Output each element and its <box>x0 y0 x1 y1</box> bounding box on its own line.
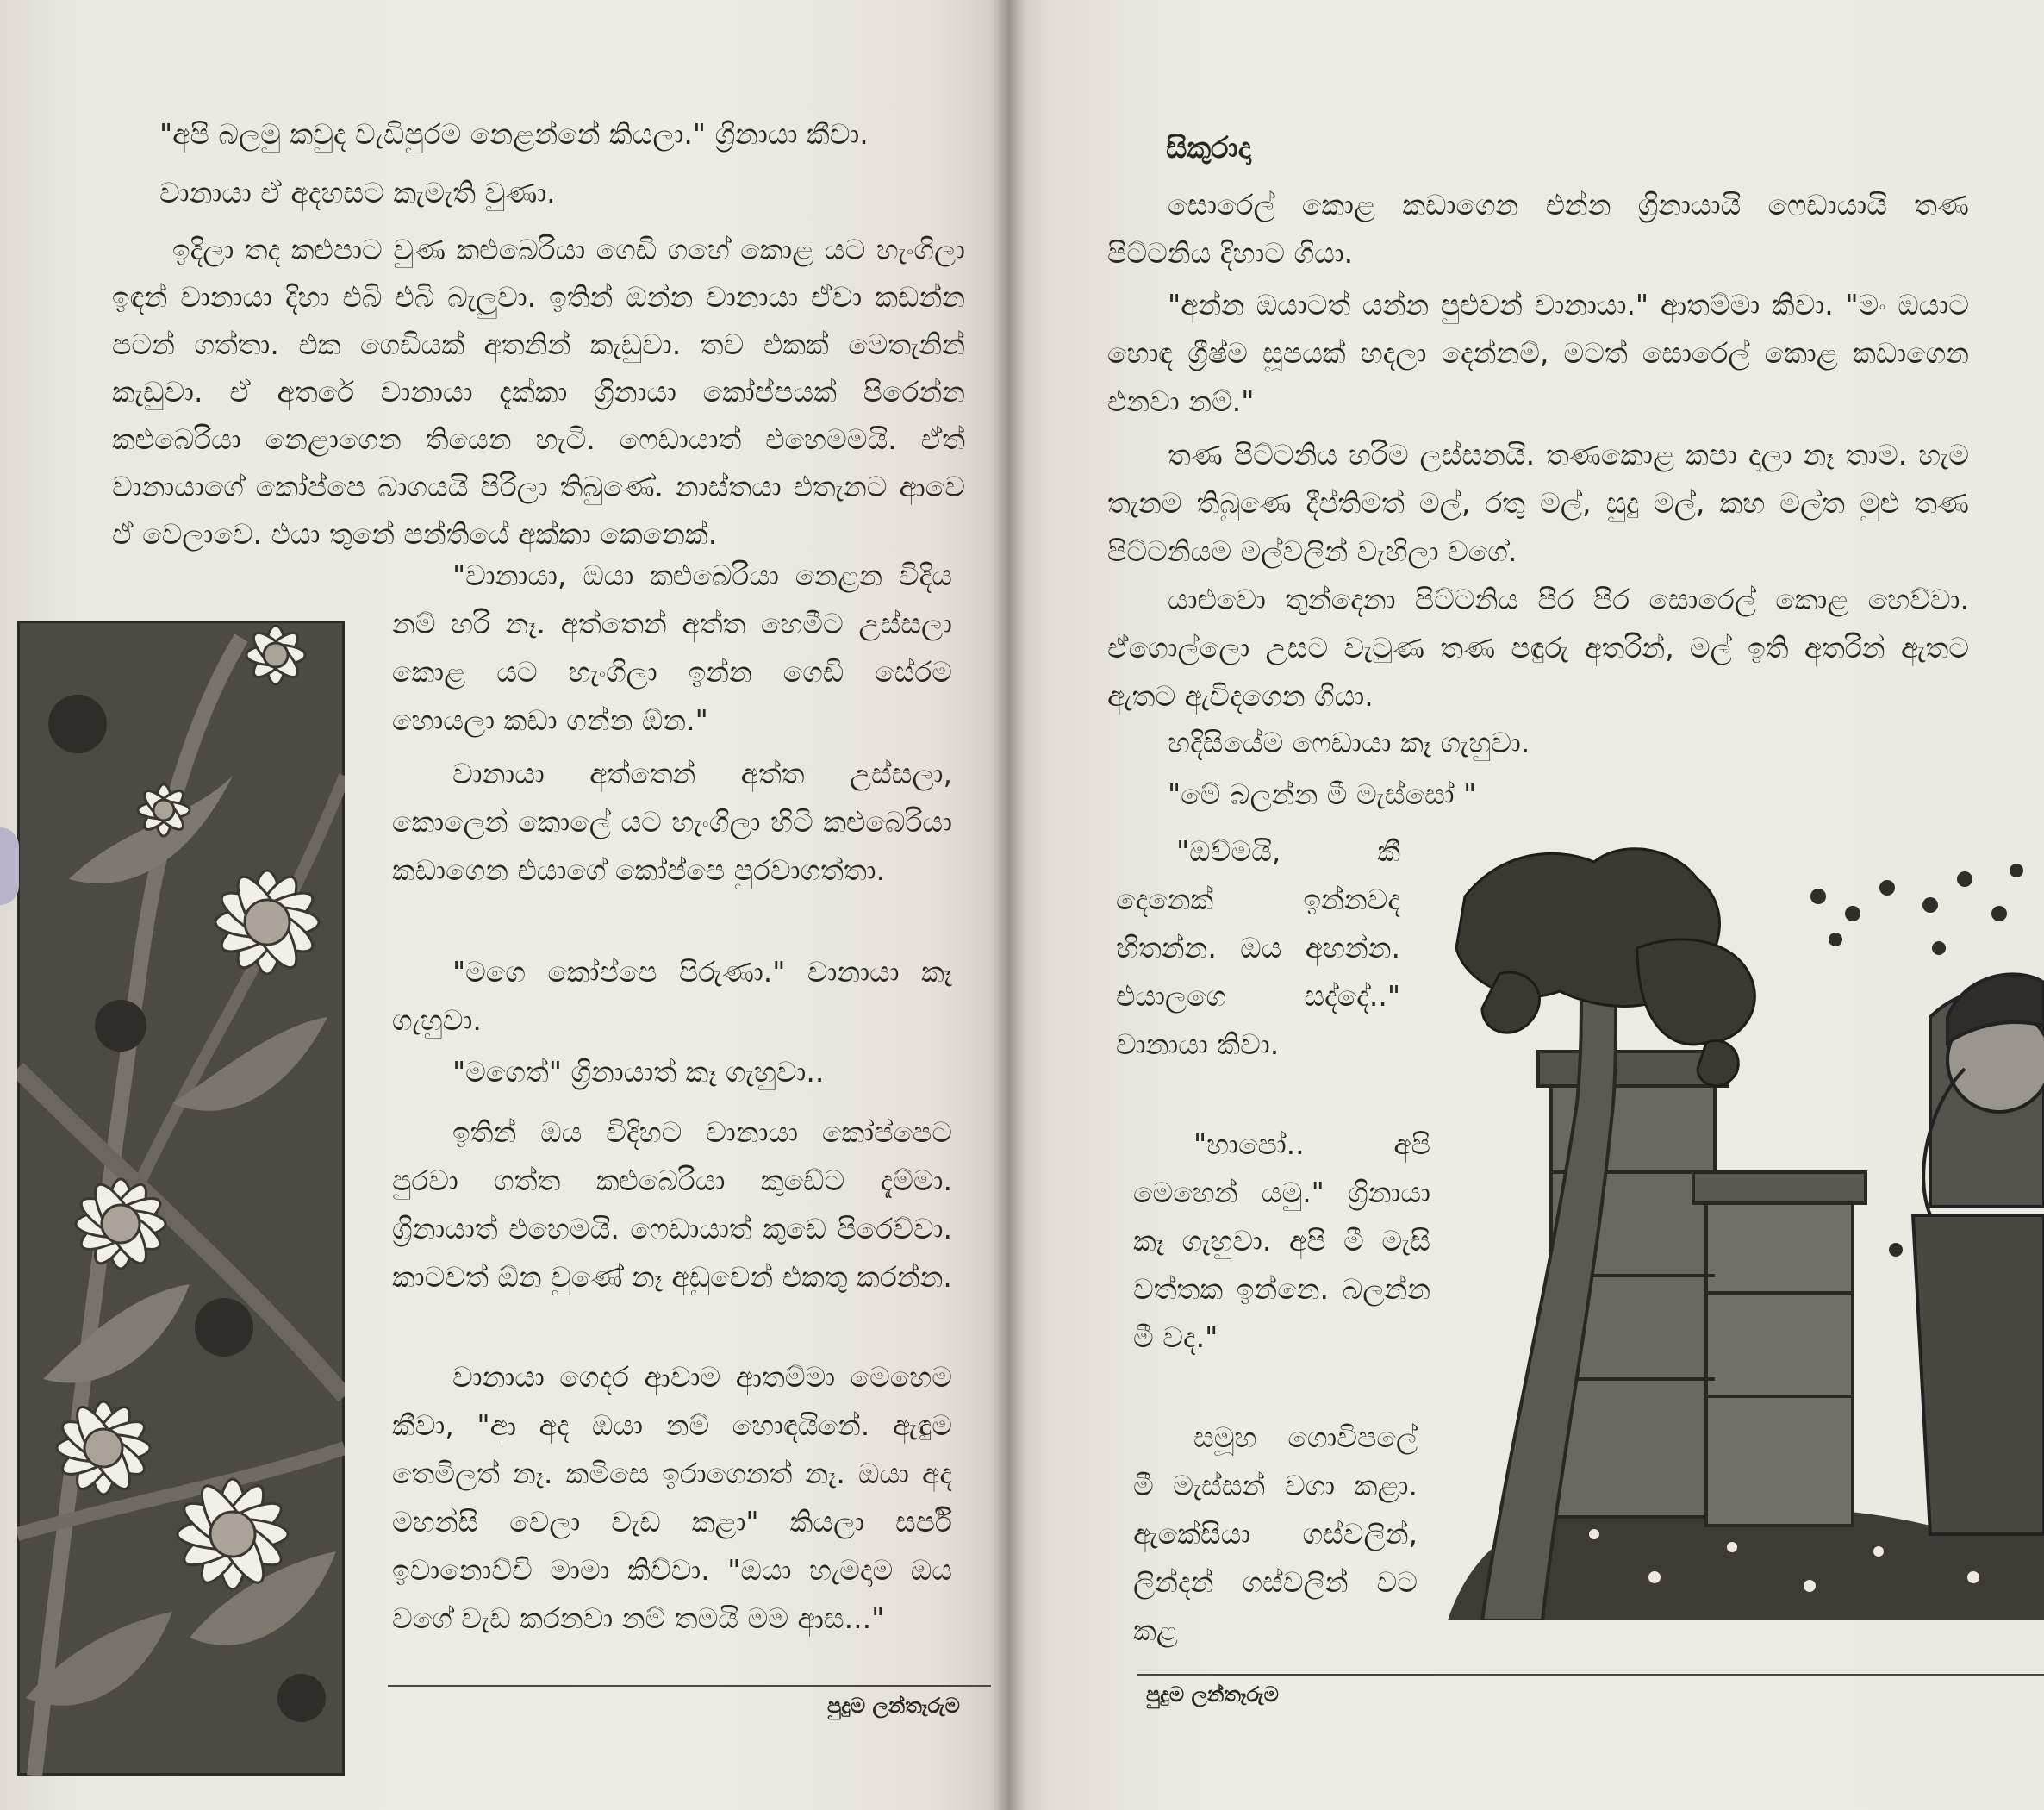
left-paragraph-2: වානායා ඒ අදහසට කැමැති වුණා. <box>159 176 556 209</box>
right-paragraph-1: සොරෙල් කොළ කඩාගෙන එන්න ග්‍රිනායායි ෆෙඩායායි තණ පිට්ටනිය දිහාට ගියා. <box>1107 188 1969 270</box>
left-paragraph-5: වානායා අත්තෙන් අත්ත උස්සලා, කොලෙන් කොලේ යට හැංගිලා හිටි කළුබෙරියා කඩාගෙන එයාගේ කෝප්පෙ පුරවාගත්තා. <box>392 757 952 887</box>
tree-beehives-boy-illustration <box>1448 845 2044 1620</box>
right-paragraph-9: සමූහ ගොවිපලේ මී මැස්සන් වගා කළා. ඇකේසියා ගස්වලින්, ලින්දන් ගස්වලින් වට කළ <box>1133 1420 1418 1647</box>
left-paragraph-1: "අපි බලමු කවුද වැඩිපුරම නෙළන්නේ කියලා." ග්‍රිනායා කීවා. <box>159 117 869 151</box>
left-paragraph-3: ඉදිලා තද කළුපාට වුණ කළුබෙරියා ගෙඩි ගහේ කොළ යට හැංගිලා ඉඳන් වානායා දිහා එබි එබි බැලුවා. ඉතින් ඔන්න වානායා ඒවා කඩන්න පටන් ගත්තා. එක ගෙඩියක් අතනින් කැඩුවා. තව එකක් මෙතැනින් කැඩුවා. ඒ අතරේ වානායා දැක්කා ග්‍රිනායා කෝප්පයක් පිරෙන්න කළුබෙරියා නෙළාගෙන තියෙන හැටි. ෆෙඩායාත් එහෙමමයි. ඒත් වානායාගේ කෝප්පෙ බාගයයි පිරිලා තිබුණේ. නාස්තයා එතැනට ආවෙ ඒ වෙලාවෙ. එයා තුනේ පන්තියේ අක්කා කෙනෙක්. <box>112 233 965 551</box>
right-paragraph-5: හදිසියේම ෆෙඩායා කෑ ගැහුවා. <box>1168 726 1530 759</box>
right-footer-rule <box>1137 1674 2044 1676</box>
right-paragraph-2: "අන්න ඔයාටත් යන්න පුළුවන් වානායා." ආතම්මා කිවා. "මං ඔයාට හොඳ ග්‍රීෂ්ම සූපයක් හදලා දෙන්නම්, මටත් සොරෙල් කොළ කඩාගෙන එනවා නම්." <box>1107 288 1969 418</box>
left-paragraph-6: "මගෙ කෝප්පෙ පිරුණා." වානායා කෑ ගැහුවා. <box>392 955 952 1037</box>
left-page <box>0 0 1008 1810</box>
chapter-heading: සිකුරාදා <box>1166 131 1251 165</box>
book-gutter <box>991 0 1025 1810</box>
left-paragraph-7: "මගෙත්" ග්‍රිනායාත් කෑ ගැහුවා.. <box>452 1055 825 1089</box>
left-paragraph-4: "වානායා, ඔයා කළුබෙරියා නෙළන විදිය නම් හරි නෑ. අත්තෙන් අත්ත හෙමීට උස්සලා කොළ යට හැංගිලා ඉන්න ගෙඩි සේරම හොයලා කඩා ගන්න ඕන." <box>392 559 952 737</box>
left-footer-title: පුදුම ලන්තෑරුම <box>827 1694 960 1718</box>
thumb-edge <box>0 827 19 905</box>
right-paragraph-4: යාළුවො තුන්දෙනා පිට්ටනිය පීර පීර සොරෙල් කොළ හෙව්වා. ඒගොල්ලො උසට වැටුණ තණ පඳුරු අතරින්, මල් ඉති අතරින් ඇතට ඇතට ඇවිදගෙන ගියා. <box>1107 583 1969 713</box>
left-footer-rule <box>388 1685 991 1687</box>
right-paragraph-8: "හාපෝ.. අපි මෙහෙන් යමු." ග්‍රිනායා කෑ ගැහුවා. අපි මී මැසි වත්තක ඉන්නෙ. බලන්න මී වද." <box>1133 1127 1430 1354</box>
right-paragraph-6: "මේ බලන්න මී මැස්සෝ " <box>1168 777 1477 811</box>
left-paragraph-8: ඉතින් ඔය විදිහට වානායා කෝප්පෙට පුරවා ගත්ත කළුබෙරියා කුඩේට දැම්මා. ග්‍රිනායාත් එහෙමයි. ෆෙඩායාත් කුඩෙ පිරෙව්වා. කාටවත් ඕන වුණේ නෑ අඩුවෙන් එකතු කරන්න. <box>392 1115 952 1294</box>
right-footer-title: පුදුම ලන්තෑරුම <box>1146 1682 1279 1707</box>
left-paragraph-9: වානායා ගෙදර ආවාම ආතම්මා මෙහෙම කීවා, "ආ අද ඔයා නම් හොඳයිනේ. ඇඳුම තෙමිලත් නෑ. කමිසෙ ඉරාගෙනත් නෑ. ඔයා අද මහන්සි වෙලා වැඩ කළා" කියලා සර්පි ඉවානොව්චි මාමා කිව්වා. "ඔයා හැමදාම ඔය වගේ වැඩ කරනවා නම් තමයි මම ආස..." <box>392 1360 952 1635</box>
flower-panel-illustration <box>17 621 345 1776</box>
right-paragraph-3: තණ පිට්ටනිය හරිම ලස්සනයි. තණකොළ කපා දාලා නෑ තාම. හැම තැනම තිබුණෙ දීප්තිමත් මල්, රතු මල්, සුදු මල්, කහ මල්ත මුළු තණ පිට්ටනියම මල්වලින් වැහිලා වගේ. <box>1107 438 1969 568</box>
right-paragraph-7: "ඔව්මයි, කී දෙනෙක් ඉන්නවද හිතන්න. ඔය අහන්න. එයාලගෙ සද්දේ.." වානායා කිවා. <box>1116 834 1400 1061</box>
